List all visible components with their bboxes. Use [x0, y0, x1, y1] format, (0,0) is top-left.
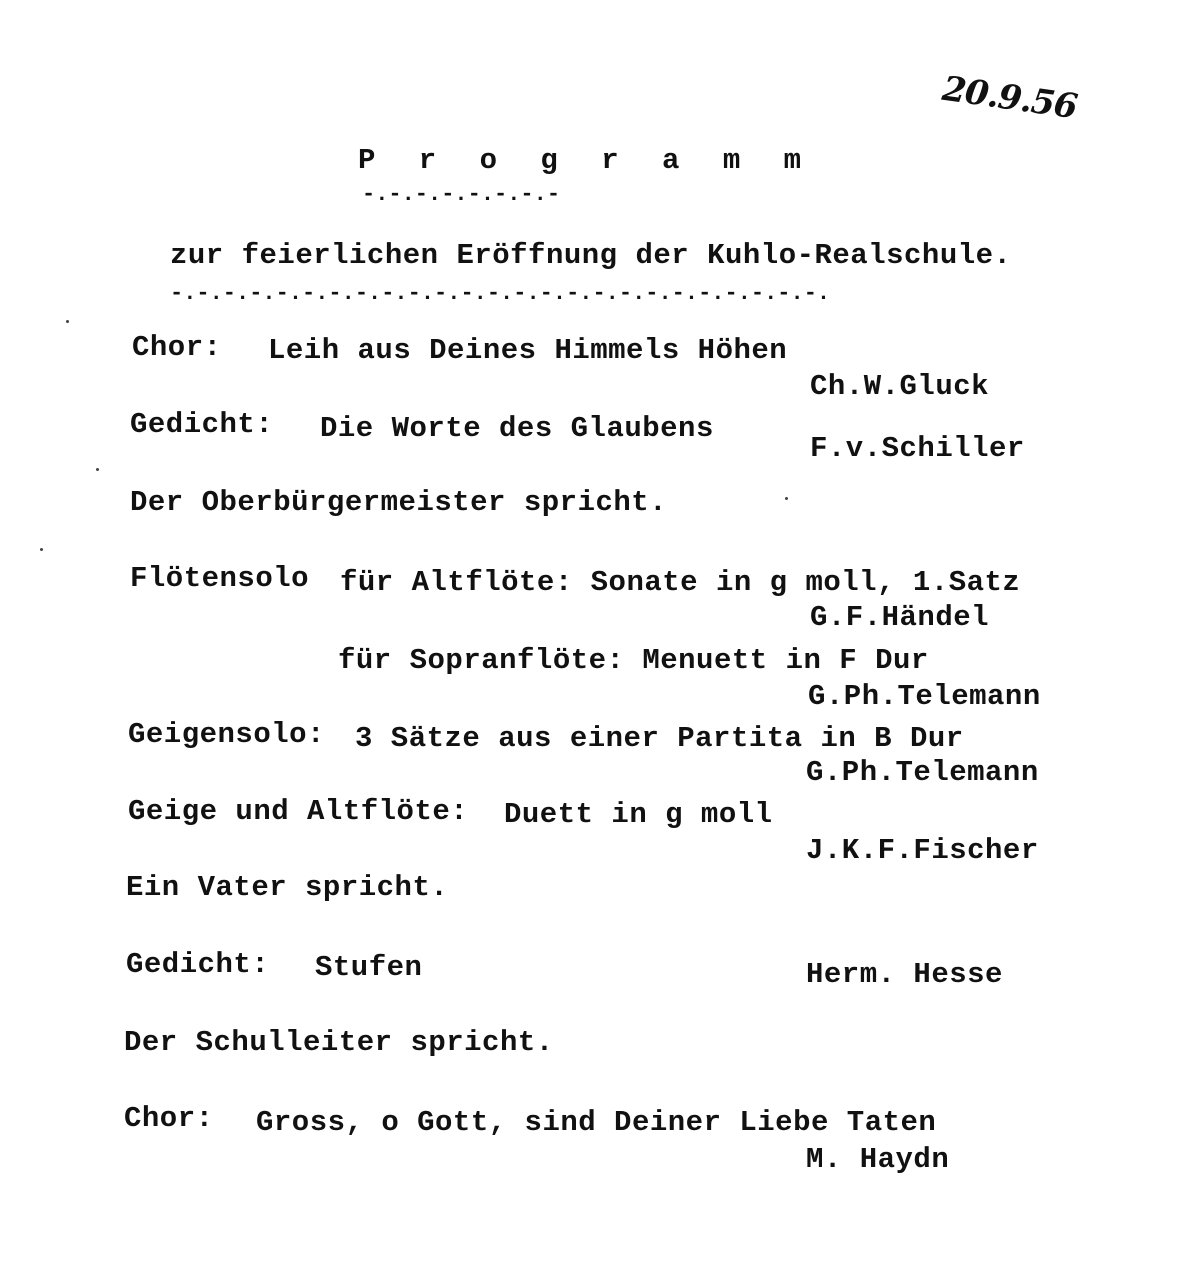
item-text-5: für Sopranflöte: Menuett in F Dur: [338, 644, 929, 677]
scan-speck: [96, 468, 99, 471]
scan-speck: [40, 548, 43, 551]
item-label-gedicht-1: Gedicht:: [130, 408, 274, 441]
item-author-9: Herm. Hesse: [806, 958, 1003, 991]
item-text-7: Duett in g moll: [504, 798, 773, 831]
program-title: P r o g r a m m: [358, 144, 815, 177]
item-label-floetensolo: Flötensolo: [130, 562, 310, 595]
item-author-6: G.Ph.Telemann: [806, 756, 1039, 789]
item-label-chor-2: Chor:: [124, 1102, 214, 1135]
item-author-7: J.K.F.Fischer: [806, 834, 1039, 867]
item-author-2: F.v.Schiller: [810, 432, 1025, 465]
item-label-geigensolo: Geigensolo:: [128, 718, 325, 751]
item-author-1: Ch.W.Gluck: [810, 370, 990, 403]
scan-speck: [66, 320, 69, 323]
item-author-4: G.F.Händel: [810, 601, 990, 634]
handwritten-date: 20.9.56: [939, 68, 1080, 128]
item-text-2: Die Worte des Glaubens: [320, 412, 714, 445]
item-author-11: M. Haydn: [806, 1143, 950, 1176]
item-text-9: Stufen: [315, 951, 423, 984]
item-label-gedicht-2: Gedicht:: [126, 948, 270, 981]
item-author-5: G.Ph.Telemann: [808, 680, 1041, 713]
scan-speck: [785, 497, 788, 500]
subtitle-underline: -.-.-.-.-.-.-.-.-.-.-.-.-.-.-.-.-.-.-.-.-.-.-.-.-.: [170, 281, 831, 306]
item-speech-principal: Der Schulleiter spricht.: [124, 1026, 554, 1059]
title-underline: -.-.-.-.-.-.-.-: [362, 182, 561, 207]
item-speech-father: Ein Vater spricht.: [126, 871, 449, 904]
item-text-1: Leih aus Deines Himmels Höhen: [268, 334, 788, 367]
item-label-geige-altfloete: Geige und Altflöte:: [128, 795, 469, 828]
item-speech-mayor: Der Oberbürgermeister spricht.: [130, 486, 668, 519]
item-label-chor-1: Chor:: [132, 331, 222, 364]
item-text-4: für Altflöte: Sonate in g moll, 1.Satz: [340, 566, 1021, 599]
program-subtitle: zur feierlichen Eröffnung der Kuhlo-Realschule.: [170, 239, 1012, 272]
item-text-11: Gross, o Gott, sind Deiner Liebe Taten: [256, 1106, 937, 1139]
item-text-6: 3 Sätze aus einer Partita in B Dur: [355, 722, 964, 755]
